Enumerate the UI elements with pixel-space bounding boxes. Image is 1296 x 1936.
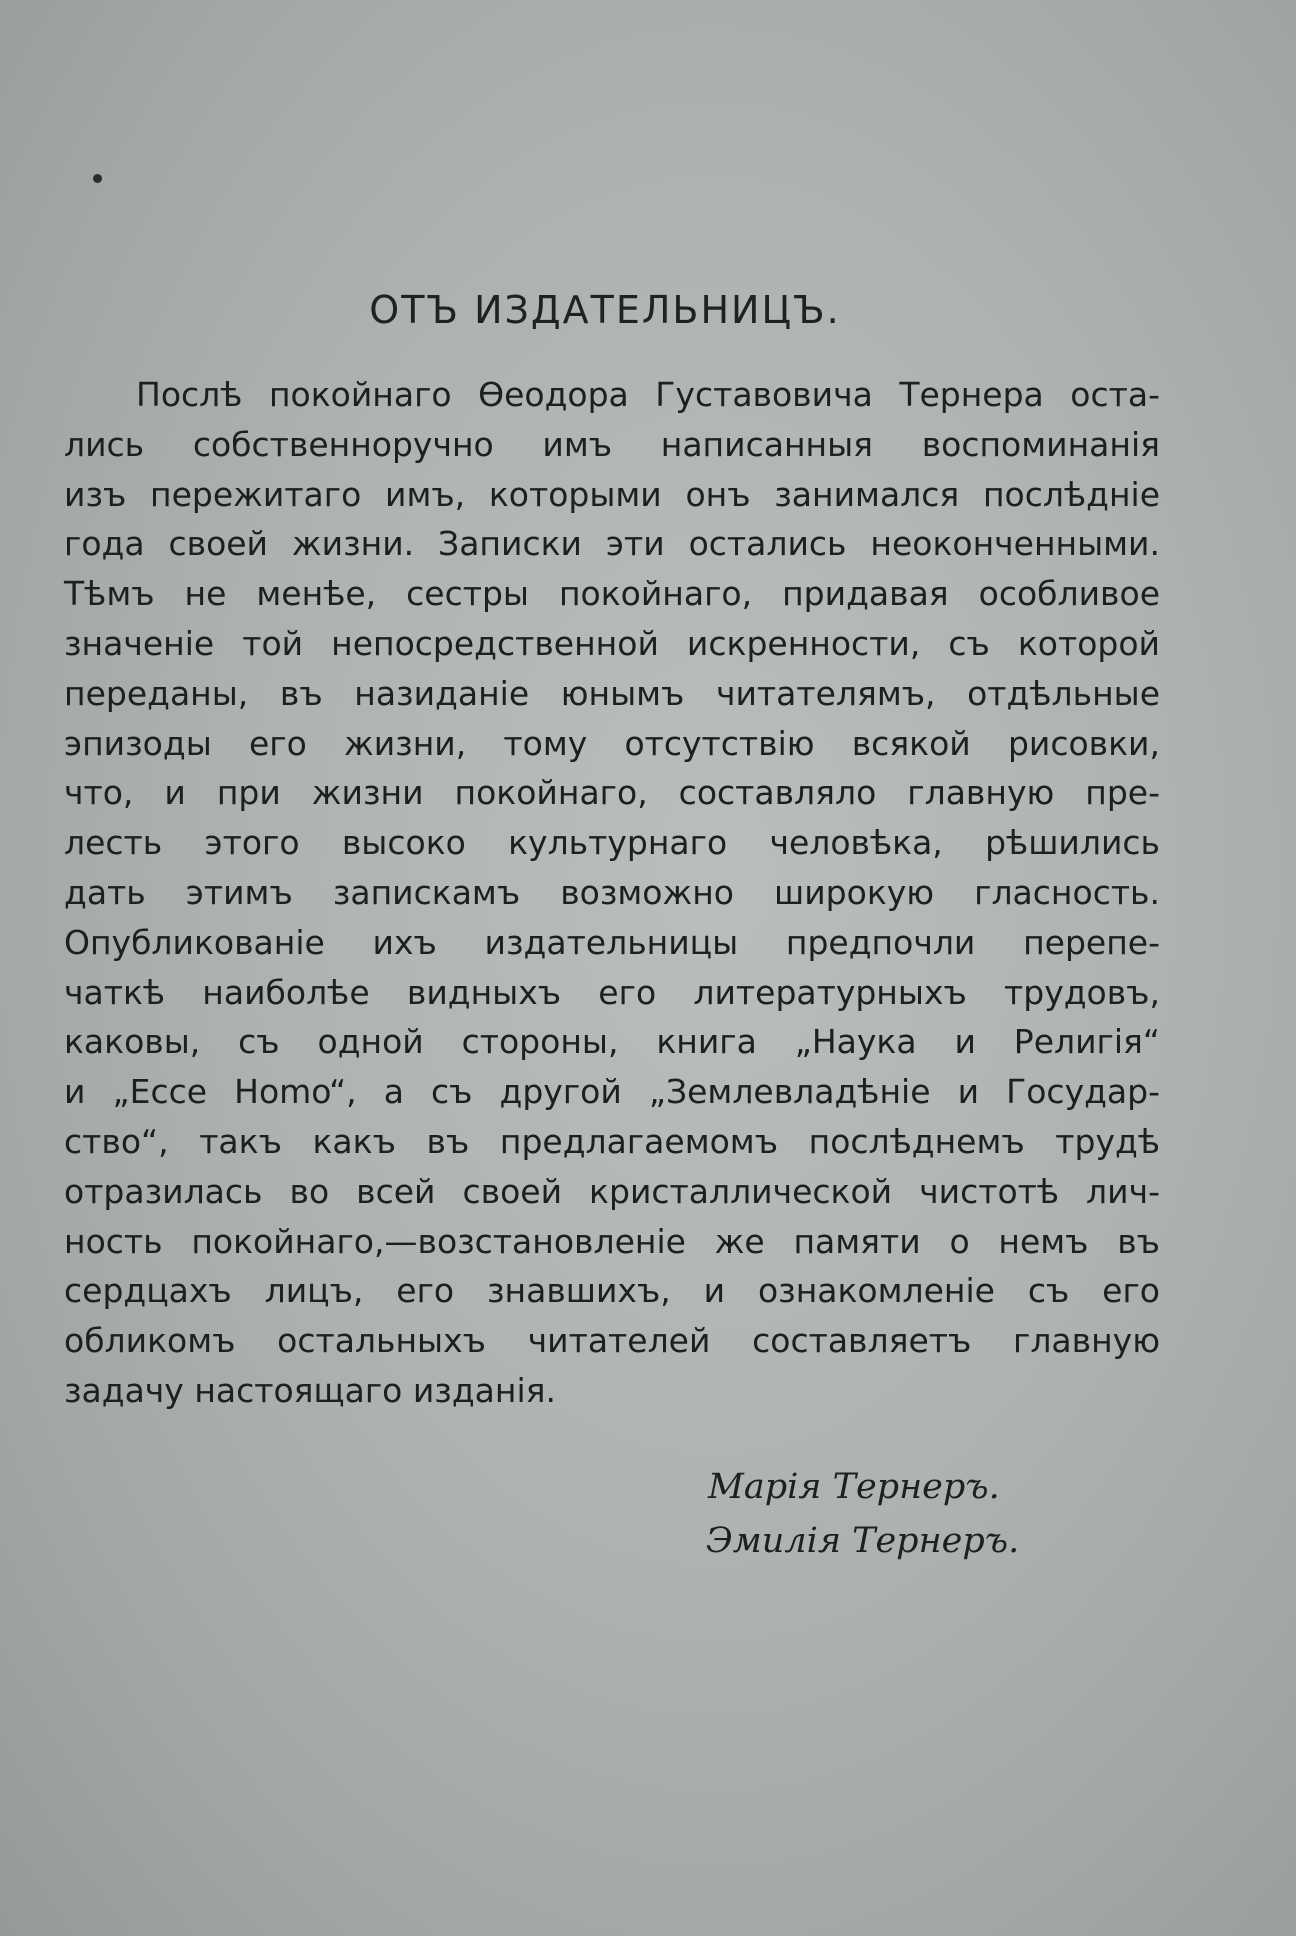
text-line: чаткѣ наиболѣе видныхъ его литературныхъ трудовъ, xyxy=(64,972,1160,1012)
text-line: года своей жизни. Записки эти остались неоконченными. xyxy=(64,524,1160,564)
signature-maria: Марія Тернеръ. xyxy=(708,1467,1000,1507)
page-title: ОТЪ ИЗДАТЕЛЬНИЦЪ. xyxy=(369,288,841,332)
text-line: ность покойнаго,—возстановленіе же памяти о немъ въ xyxy=(64,1221,1160,1261)
text-line: Послѣ покойнаго Өеодора Густавовича Тернера оста- xyxy=(136,375,1160,414)
text-line: сердцахъ лицъ, его знавшихъ, и ознакомленіе съ его xyxy=(64,1271,1160,1311)
text-line: лесть этого высоко культурнаго человѣка, рѣшились xyxy=(64,823,1160,863)
text-line: Опубликованіе ихъ издательницы предпочли перепе- xyxy=(64,922,1160,962)
text-line: лись собственноручно имъ написанныя воспоминанія xyxy=(64,424,1160,464)
text-line: каковы, съ одной стороны, книга „Наука и Религія“ xyxy=(64,1022,1160,1062)
ink-speck xyxy=(93,174,102,183)
text-line: дать этимъ запискамъ возможно широкую гласность. xyxy=(64,872,1160,912)
text-line: переданы, въ назиданіе юнымъ читателямъ, отдѣльные xyxy=(64,673,1160,713)
text-line: что, и при жизни покойнаго, составляло главную пре- xyxy=(64,773,1160,813)
preface-paragraph xyxy=(64,370,1160,1416)
signature-block xyxy=(706,1460,1019,1568)
text-line: значеніе той непосредственной искренности, съ которой xyxy=(64,623,1160,663)
text-line: отразилась во всей своей кристаллической чистотѣ лич- xyxy=(64,1171,1160,1211)
text-line: ство“, такъ какъ въ предлагаемомъ послѣднемъ трудѣ xyxy=(64,1121,1160,1161)
text-line: и „Ecce Homo“, а съ другой „Землевладѣніе и Государ- xyxy=(64,1072,1160,1112)
text-line: Тѣмъ не менѣе, сестры покойнаго, придавая особливое xyxy=(64,574,1160,614)
text-line: эпизоды его жизни, тому отсутствію всякой рисовки, xyxy=(64,723,1160,763)
text-line: изъ пережитаго имъ, которыми онъ занимался послѣдніе xyxy=(64,474,1160,514)
text-line: обликомъ остальныхъ читателей составляетъ главную xyxy=(64,1321,1160,1361)
text-line: задачу настоящаго изданія. xyxy=(64,1370,556,1410)
signature-emilia: Эмилія Тернеръ. xyxy=(706,1521,1020,1561)
